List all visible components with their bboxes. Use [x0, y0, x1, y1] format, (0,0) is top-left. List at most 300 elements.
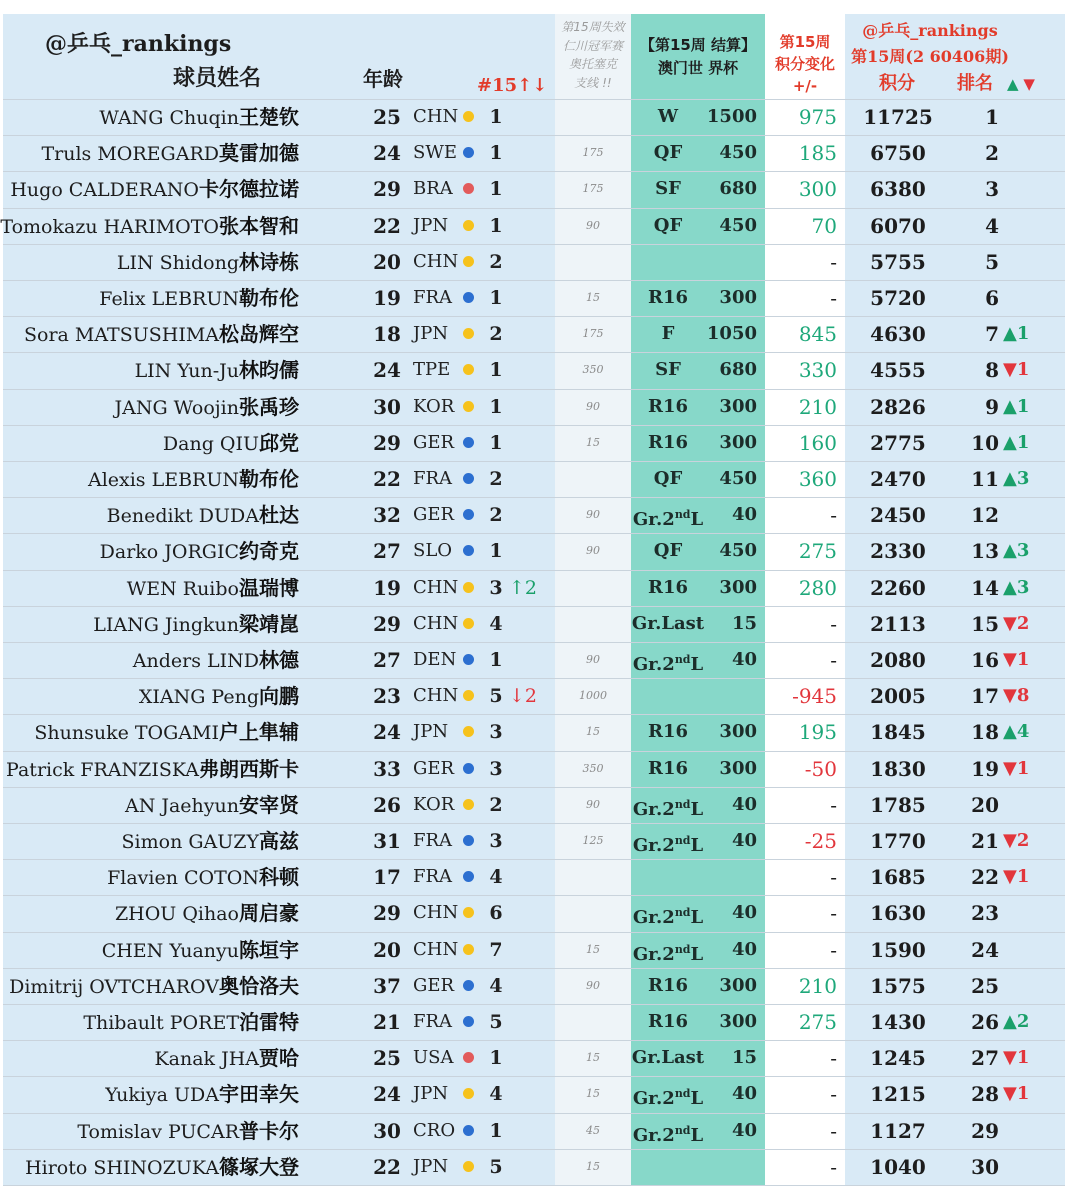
player-name-en: CHEN Yuanyu — [101, 939, 239, 962]
player-name-en: Truls MOREGARD — [41, 143, 219, 166]
event-result — [631, 1076, 705, 1112]
rank-move: ▼1 — [1003, 1047, 1030, 1069]
up-arrow-icon: ▲ — [1007, 75, 1019, 93]
event-points: 300 — [719, 721, 757, 743]
points-change: 845 — [798, 322, 837, 347]
header-rank: 排名 — [957, 73, 993, 94]
total-points: 2005 — [870, 684, 926, 709]
rank-move: ▼1 — [1003, 649, 1030, 670]
event-result-text: Gr.2 — [632, 1088, 675, 1110]
national-rank: 1 — [489, 431, 503, 454]
player-age: 25 — [373, 105, 401, 129]
total-points: 4555 — [870, 358, 926, 383]
nation-dot-icon — [463, 292, 474, 303]
nation-dot-icon — [463, 835, 474, 846]
event-result-text: R16 — [647, 1011, 688, 1032]
event-result — [631, 389, 705, 425]
event-points: 15 — [731, 1047, 757, 1069]
event-result-sup: nd — [674, 1087, 691, 1101]
total-points: 1685 — [870, 865, 926, 890]
player-age: 22 — [373, 467, 401, 491]
nation-dot-icon — [463, 1125, 474, 1136]
event-points: 40 — [731, 1083, 757, 1105]
rank-move: ▼1 — [1003, 757, 1030, 779]
event-result-text: SF — [655, 178, 681, 200]
player-name-cn: 张本智和 — [219, 213, 299, 238]
event-points: 680 — [719, 359, 757, 381]
rank-move: ▲4 — [1003, 721, 1030, 743]
national-rank: 4 — [489, 866, 503, 889]
world-rank: 5 — [985, 249, 999, 274]
player-age: 19 — [373, 575, 401, 600]
event-result-tail: L — [690, 509, 704, 531]
player-age: 24 — [373, 720, 401, 745]
event-points: 450 — [719, 214, 757, 236]
event-result-text: Gr.2 — [632, 1124, 675, 1146]
player-age: 24 — [373, 141, 401, 166]
player-name — [10, 171, 299, 207]
nation-dot-icon — [463, 582, 474, 593]
player-name-cn: 高兹 — [259, 829, 299, 853]
national-rank: 1 — [489, 287, 503, 309]
expired-points: 175 — [582, 146, 604, 160]
points-change: - — [830, 1046, 837, 1071]
event-points: 40 — [731, 902, 757, 924]
total-points: 1830 — [870, 756, 926, 781]
rank-move: ▲3 — [1003, 576, 1030, 598]
event-result — [631, 642, 705, 678]
player-name-en: Hiroto SHINOZUKA — [25, 1156, 219, 1179]
event-result-sup: nd — [674, 508, 691, 522]
player-name — [41, 135, 299, 171]
player-name-en: WEN Ruibo — [126, 577, 239, 600]
event-points: 300 — [719, 287, 757, 308]
header-event: 【第15周 结算】 澳门世 界杯 — [639, 36, 757, 77]
event-result-text: QF — [653, 214, 683, 236]
player-nation: CHN — [413, 938, 459, 960]
national-rank: 4 — [489, 974, 503, 997]
player-name — [115, 895, 299, 931]
event-result — [631, 316, 705, 352]
rank-move: ▼8 — [1003, 685, 1030, 707]
total-points: 1575 — [870, 973, 926, 998]
national-rank: 2 — [489, 250, 503, 273]
event-result-tail: L — [690, 907, 704, 929]
points-change: - — [830, 648, 837, 672]
event-points: 680 — [719, 178, 757, 200]
event-result-text: R16 — [647, 757, 688, 779]
rank-move: ▼2 — [1003, 830, 1030, 851]
header-move-arrows — [1007, 76, 1035, 93]
event-result-tail: L — [690, 1088, 704, 1110]
total-points: 1770 — [870, 829, 926, 853]
national-rank: 1 — [489, 1119, 503, 1142]
event-result — [631, 533, 705, 569]
nation-dot-icon — [463, 111, 474, 122]
event-result — [631, 606, 705, 642]
world-rank: 3 — [985, 177, 999, 202]
player-name-cn: 莫雷加德 — [219, 141, 299, 166]
player-name-cn: 松岛辉空 — [219, 322, 299, 347]
event-result-sup: nd — [674, 834, 691, 847]
player-name — [9, 968, 299, 1004]
rank-move: ▼1 — [1003, 866, 1030, 888]
down-arrow-icon: ▼ — [1023, 75, 1035, 93]
player-name — [105, 1076, 299, 1112]
total-points: 1430 — [870, 1010, 926, 1034]
event-points: 450 — [719, 468, 757, 489]
event-points: 15 — [731, 612, 757, 634]
event-points: 40 — [731, 1119, 757, 1141]
points-change: - — [830, 865, 837, 890]
total-points: 2080 — [870, 648, 926, 672]
national-rank: 6 — [489, 902, 503, 925]
player-name — [100, 533, 299, 569]
total-points: 2260 — [870, 575, 926, 600]
rank-move: ▲1 — [1003, 431, 1030, 453]
national-rank: 1 — [489, 142, 503, 165]
player-name — [25, 1149, 299, 1185]
player-name-cn: 王楚钦 — [239, 105, 299, 129]
total-points: 1215 — [870, 1082, 926, 1107]
event-points: 40 — [731, 793, 757, 815]
world-rank: 23 — [971, 901, 999, 926]
points-change: 300 — [798, 177, 837, 202]
player-age: 17 — [373, 865, 401, 890]
header-points: 积分 — [879, 73, 915, 94]
points-change: 275 — [798, 1010, 837, 1034]
total-points: 1245 — [870, 1046, 926, 1071]
player-nation: FRA — [413, 830, 453, 851]
event-result — [631, 497, 705, 533]
event-result — [631, 135, 705, 171]
total-points: 6750 — [870, 141, 926, 166]
event-result-text: SF — [655, 359, 681, 381]
player-age: 29 — [373, 177, 401, 202]
world-rank: 10 — [971, 430, 999, 455]
national-rank: 3 — [489, 757, 503, 780]
player-name — [88, 461, 299, 497]
national-rank: 4 — [489, 1083, 503, 1106]
player-name-cn: 安宰贤 — [239, 792, 299, 817]
nation-dot-icon — [463, 618, 474, 629]
rank-move: ▲3 — [1003, 468, 1030, 489]
player-age: 21 — [373, 1010, 401, 1034]
national-rank-change: ↓2 — [509, 685, 538, 708]
nation-dot-icon — [463, 654, 474, 665]
rank-move: ▲1 — [1003, 395, 1030, 417]
world-rank: 6 — [985, 286, 999, 310]
player-name-cn: 奥恰洛夫 — [219, 973, 299, 998]
total-points: 2470 — [870, 467, 926, 491]
national-rank: 7 — [489, 938, 503, 961]
player-name-cn: 向鹏 — [259, 684, 299, 709]
player-nation: JPN — [413, 323, 449, 345]
player-name — [24, 316, 299, 352]
player-age: 30 — [373, 1118, 401, 1143]
player-name-en: Anders LIND — [132, 650, 259, 672]
player-nation: JPN — [413, 1155, 449, 1177]
expired-points: 175 — [582, 327, 604, 341]
total-points: 1127 — [870, 1118, 926, 1143]
world-rank: 28 — [971, 1082, 999, 1107]
event-result — [631, 1040, 705, 1076]
world-rank: 26 — [971, 1010, 999, 1034]
national-rank: 1 — [489, 359, 503, 382]
world-rank: 29 — [971, 1118, 999, 1143]
expired-points: 175 — [582, 182, 604, 196]
player-age: 29 — [373, 430, 401, 455]
player-nation: KOR — [413, 395, 455, 417]
event-result-sup: nd — [674, 942, 691, 956]
header-age: 年龄 — [363, 67, 403, 91]
event-result-text: R16 — [647, 576, 688, 598]
event-points: 450 — [719, 142, 757, 164]
world-rank: 12 — [971, 503, 999, 528]
player-name-en: Hugo CALDERANO — [10, 179, 199, 202]
event-result-text: Gr.Last — [631, 612, 705, 634]
world-rank: 22 — [971, 865, 999, 890]
event-result-text: Gr.Last — [631, 1047, 705, 1069]
rank-move: ▼2 — [1003, 612, 1030, 634]
event-result-tail: L — [690, 1124, 704, 1146]
player-name — [99, 280, 299, 316]
player-nation: KOR — [413, 793, 455, 815]
world-rank: 24 — [971, 937, 999, 962]
player-name — [0, 208, 299, 244]
rank-move: ▼1 — [1003, 1083, 1030, 1105]
points-change: - — [830, 937, 837, 962]
expired-points: 1000 — [579, 689, 607, 703]
national-rank: 2 — [489, 323, 503, 346]
national-rank: 1 — [489, 540, 503, 563]
player-age: 20 — [373, 249, 401, 274]
nation-dot-icon — [463, 437, 474, 448]
player-name-en: WANG Chuqin — [99, 107, 239, 129]
player-age: 32 — [373, 503, 401, 528]
expired-points: 90 — [586, 797, 600, 811]
player-age: 19 — [373, 286, 401, 310]
event-result — [631, 425, 705, 461]
total-points: 6070 — [870, 213, 926, 238]
event-result-text: QF — [653, 468, 683, 489]
player-nation: FRA — [413, 1011, 453, 1032]
total-points: 1785 — [870, 792, 926, 817]
expired-points: 125 — [582, 834, 604, 847]
nation-dot-icon — [463, 799, 474, 810]
event-result-tail: L — [690, 835, 704, 856]
national-rank: 3 — [489, 721, 503, 744]
player-name-cn: 张禹珍 — [239, 394, 299, 419]
national-rank: 3 — [489, 830, 503, 852]
points-change: 275 — [798, 539, 837, 564]
player-age: 27 — [373, 539, 401, 564]
player-age: 18 — [373, 322, 401, 347]
header-nat-rank: #15↑↓ — [477, 75, 548, 96]
player-name — [135, 352, 299, 388]
header-player-name: 球员姓名 — [173, 66, 262, 91]
player-age: 24 — [373, 358, 401, 383]
player-nation: CHN — [413, 576, 459, 598]
total-points: 5755 — [870, 249, 926, 274]
player-age: 25 — [373, 1046, 401, 1071]
player-name-cn: 普卡尔 — [239, 1118, 299, 1143]
event-result — [631, 208, 705, 244]
points-change: 195 — [798, 720, 837, 745]
player-age: 37 — [373, 973, 401, 998]
total-points: 1845 — [870, 720, 926, 745]
expired-points: 90 — [586, 218, 600, 232]
event-points: 300 — [719, 1011, 757, 1032]
event-points: 40 — [731, 938, 757, 960]
points-change: - — [830, 792, 837, 817]
expired-points: 350 — [582, 761, 604, 775]
ranking-table — [0, 14, 1065, 1188]
event-result — [631, 570, 705, 606]
event-result — [631, 751, 705, 787]
player-name — [139, 678, 299, 714]
event-result-text: QF — [653, 540, 683, 562]
player-name-en: Simon GAUZY — [121, 831, 259, 853]
event-result-text: QF — [653, 142, 683, 164]
player-name-en: Darko JORGIC — [99, 541, 239, 564]
points-change: 160 — [798, 430, 837, 455]
event-result-text: Gr.2 — [632, 654, 675, 675]
player-nation: CHN — [413, 250, 459, 272]
player-age: 31 — [373, 829, 401, 853]
event-result-text: R16 — [647, 395, 688, 417]
player-age: 23 — [373, 684, 401, 709]
player-name-cn: 林诗栋 — [239, 249, 299, 274]
event-result-text: Gr.2 — [632, 509, 675, 531]
event-result-text: Gr.2 — [632, 907, 675, 929]
world-rank: 18 — [971, 720, 999, 745]
nation-dot-icon — [463, 1016, 474, 1027]
points-change: - — [830, 503, 837, 528]
points-change: 975 — [798, 105, 837, 129]
national-rank: 5 — [489, 1011, 503, 1033]
player-name-en: Felix LEBRUN — [99, 288, 239, 310]
world-rank: 9 — [985, 394, 999, 419]
points-change: - — [830, 901, 837, 926]
event-points: 300 — [719, 757, 757, 779]
rank-move: ▲3 — [1003, 540, 1030, 562]
player-name-en: Dimitrij OVTCHAROV — [9, 975, 219, 998]
event-result-text: Gr.2 — [632, 835, 675, 856]
points-change: -25 — [804, 829, 837, 853]
points-change: - — [830, 1082, 837, 1107]
total-points: 1040 — [870, 1154, 926, 1179]
player-name-en: XIANG Peng — [138, 686, 259, 709]
points-change: 70 — [811, 213, 837, 238]
total-points: 2330 — [870, 539, 926, 564]
player-name — [125, 787, 299, 823]
player-nation: GER — [413, 504, 455, 526]
total-points: 4630 — [870, 322, 926, 347]
total-points: 1630 — [870, 901, 926, 926]
event-result-tail: L — [690, 943, 704, 965]
player-name — [107, 497, 299, 533]
world-rank: 14 — [971, 575, 999, 600]
national-rank: 3 — [489, 576, 503, 599]
event-result — [631, 352, 705, 388]
row-divider — [3, 1185, 1065, 1186]
player-name — [77, 1113, 299, 1149]
event-result-text: R16 — [647, 431, 688, 453]
world-rank: 30 — [971, 1154, 999, 1179]
event-result-sup: nd — [674, 1123, 691, 1137]
player-name-cn: 篠塚大登 — [219, 1154, 299, 1179]
world-rank: 11 — [971, 467, 999, 491]
player-name — [127, 570, 299, 606]
player-name — [122, 823, 299, 859]
event-result — [631, 932, 705, 968]
player-age: 20 — [373, 937, 401, 962]
nation-dot-icon — [463, 256, 474, 267]
points-change: 210 — [798, 973, 837, 998]
national-rank-change: ↑2 — [509, 576, 538, 599]
national-rank: 1 — [489, 106, 503, 128]
event-result — [631, 1113, 705, 1149]
player-name-en: Sora MATSUSHIMA — [23, 324, 219, 347]
event-result-text: Gr.2 — [632, 943, 675, 965]
expired-points: 15 — [586, 1159, 600, 1173]
total-points: 2826 — [870, 394, 926, 419]
national-rank: 1 — [489, 395, 503, 418]
event-result — [631, 461, 705, 497]
expired-points: 15 — [586, 1087, 600, 1101]
player-name-en: ZHOU Qihao — [114, 903, 239, 926]
event-result — [631, 968, 705, 1004]
player-name-en: LIN Shidong — [116, 251, 239, 274]
nation-dot-icon — [463, 220, 474, 231]
points-change: - — [830, 249, 837, 274]
event-result-text: R16 — [647, 287, 688, 308]
world-rank: 21 — [971, 829, 999, 853]
player-nation: USA — [413, 1047, 454, 1069]
expired-points: 90 — [586, 508, 600, 522]
event-points: 300 — [719, 576, 757, 598]
player-name-en: Benedikt DUDA — [106, 505, 259, 528]
player-name-en: JANG Woojin — [114, 396, 239, 419]
national-rank: 1 — [489, 214, 503, 237]
player-age: 22 — [373, 1154, 401, 1179]
points-change: 185 — [798, 141, 837, 166]
event-points: 40 — [731, 504, 757, 526]
player-nation: DEN — [413, 649, 457, 670]
brand-title: @乒乓_rankings — [45, 31, 232, 57]
player-nation: CHN — [413, 106, 459, 127]
event-result — [631, 895, 705, 931]
event-result-sup: nd — [674, 906, 691, 920]
event-result-sup: nd — [674, 653, 691, 666]
event-result-text: R16 — [647, 721, 688, 743]
player-nation: JPN — [413, 721, 449, 743]
player-age: 27 — [373, 648, 401, 672]
total-points: 2450 — [870, 503, 926, 528]
player-name — [114, 389, 299, 425]
player-name-en: Yukiya UDA — [105, 1084, 219, 1107]
national-rank: 1 — [489, 649, 503, 671]
header-expired-points: 第15周失效 仁川冠军赛 奥托塞克 支线 !! — [561, 20, 625, 90]
player-name-cn: 勒布伦 — [239, 467, 299, 491]
total-points: 2113 — [870, 611, 926, 636]
player-name — [93, 606, 299, 642]
player-name-cn: 林昀儒 — [239, 358, 299, 383]
player-name-cn: 贾哈 — [259, 1046, 299, 1071]
points-change: 360 — [798, 467, 837, 491]
points-change: -50 — [804, 756, 837, 781]
